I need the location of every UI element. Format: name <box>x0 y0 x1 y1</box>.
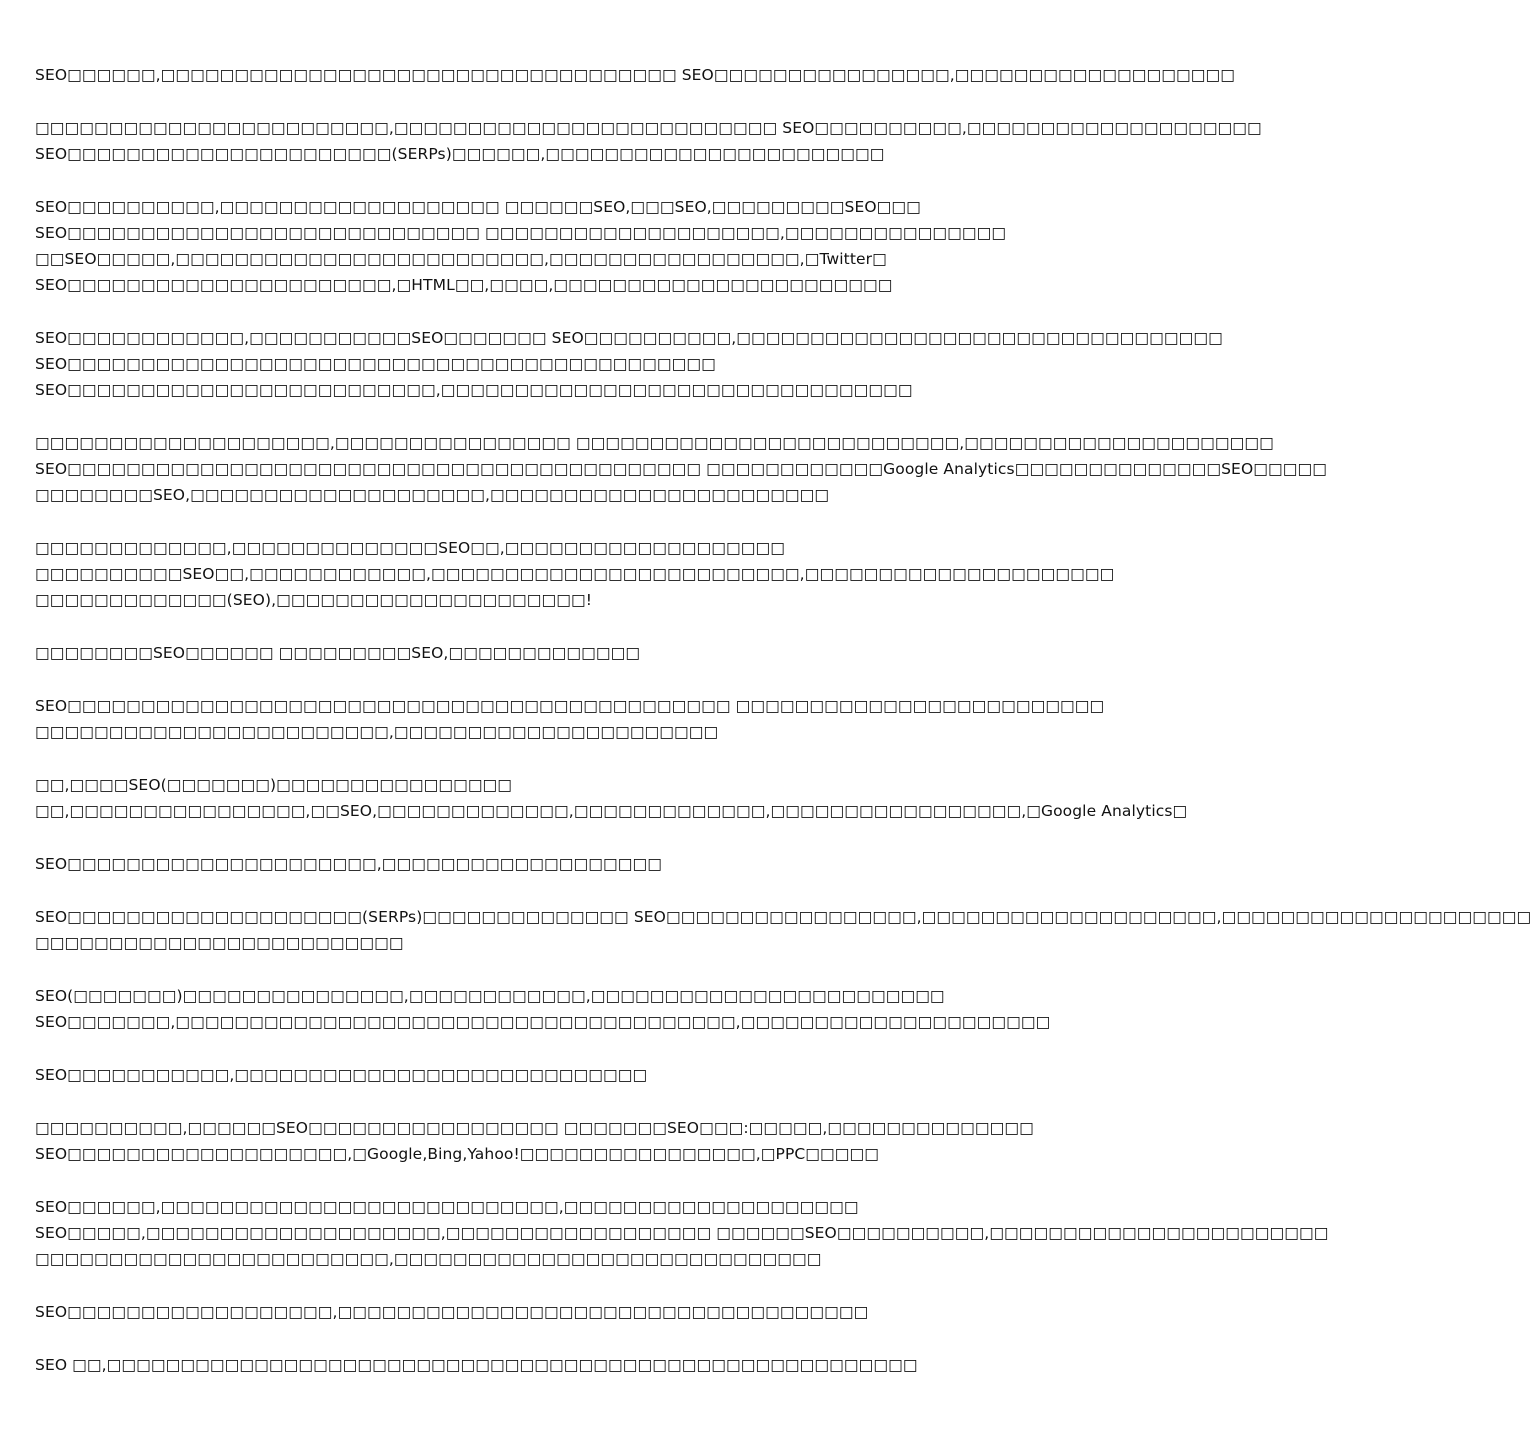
text-line: SEO□□□□□□,□□□□□□□□□□□□□□□□□□□□□□□□□□□□□□□□□□□ SEO□□□□□□□□□□□□□□□□,□□□□□□□□□□□□□□□□□□□ <box>35 66 1235 84</box>
text-line: SEO□□□□□□□□□□□□□□□□□□□□□□□□□,□□□□□□□□□□□□□□□□□□□□□□□□□□□□□□□□ <box>35 381 913 399</box>
text-line: SEO□□□□□□□□□□□□□□□□□□□□□□□□□□□□□□□□□□□□□□□□□□□ □□□□□□□□□□□□Google Analytics□□□□□□□□□□□□□□SEO□□□□□ <box>35 460 1327 478</box>
text-line: SEO□□□□□□□□□□□□□□□□□□□□(SERPs)□□□□□□□□□□□□□□ SEO□□□□□□□□□□□□□□□□□,□□□□□□□□□□□□□□□□□□□□,□□□□□□□□□□□□□□□□□□□□□ <box>35 908 1531 926</box>
paragraph <box>35 1194 1329 1272</box>
text-line: SEO□□□□□□□□□□,□□□□□□□□□□□□□□□□□□□ □□□□□□SEO,□□□SEO,□□□□□□□□□SEO□□□ <box>35 198 921 216</box>
text-line: SEO□□□□□□□□□□□□□□□□□□□,□Google,Bing,Yahoo!□□□□□□□□□□□□□□□□,□PPC□□□□□ <box>35 1145 880 1163</box>
text-line: SEO□□□□□□□□□□□□□□□□□□□□□□□□□□□□□□□□□□□□□□□□□□□□ <box>35 355 716 373</box>
text-line: SEO□□□□□□□□□□□□□□□□□□□□□□□□□□□□ □□□□□□□□□□□□□□□□□□□□,□□□□□□□□□□□□□□□ <box>35 224 1007 242</box>
text-line: SEO□□□□□□□,□□□□□□□□□□□□□□□□□□□□□□□□□□□□□□□□□□□□□□,□□□□□□□□□□□□□□□□□□□□□ <box>35 1013 1051 1031</box>
text-line: □□□□□□□□□□□□□□□□□□□□□□□□,□□□□□□□□□□□□□□□□□□□□□□ <box>35 723 719 741</box>
text-line: □□□□□□□□SEO,□□□□□□□□□□□□□□□□□□□□,□□□□□□□□□□□□□□□□□□□□□□□ <box>35 486 830 504</box>
paragraph <box>35 535 1115 613</box>
text-line: □□□□□□□□□□□□□□□□□□□□□□□□□ <box>35 934 404 952</box>
paragraph <box>35 693 1105 745</box>
paragraph <box>35 904 1531 956</box>
text-line: SEO □□,□□□□□□□□□□□□□□□□□□□□□□□□□□□□□□□□□□□□□□□□□□□□□□□□□□□□□□□ <box>35 1356 918 1374</box>
text-line: □□□□□□□□SEO□□□□□□ □□□□□□□□□SEO,□□□□□□□□□□□□□ <box>35 644 641 662</box>
paragraph <box>35 772 1188 824</box>
paragraph <box>35 983 1051 1035</box>
text-line: □□□□□□□□□□SEO□□,□□□□□□□□□□□□,□□□□□□□□□□□□□□□□□□□□□□□□□,□□□□□□□□□□□□□□□□□□□□□ <box>35 565 1115 583</box>
text-line: SEO□□□□□□□□□□□□□□□□□□□□□,□□□□□□□□□□□□□□□□□□□ <box>35 855 662 873</box>
text-line: □□,□□□□□□□□□□□□□□□□,□□SEO,□□□□□□□□□□□□□,□□□□□□□□□□□□□,□□□□□□□□□□□□□□□□□,□Google Analytics□ <box>35 802 1188 820</box>
document-body <box>35 62 1531 1405</box>
paragraph <box>35 1062 995 1088</box>
paragraph <box>35 325 1223 403</box>
text-line: SEO(□□□□□□□)□□□□□□□□□□□□□□□,□□□□□□□□□□□□,□□□□□□□□□□□□□□□□□□□□□□□□ <box>35 987 945 1005</box>
text-line: □□□□□□□□□□□□□(SEO),□□□□□□□□□□□□□□□□□□□□□! <box>35 591 593 609</box>
text-line: □□□□□□□□□□□□□,□□□□□□□□□□□□□□SEO□□,□□□□□□□□□□□□□□□□□□□ <box>35 539 785 557</box>
paragraph <box>35 1299 995 1325</box>
paragraph <box>35 851 995 877</box>
text-line: SEO□□□□□□□□□□□□□□□□□□,□□□□□□□□□□□□□□□□□□□□□□□□□□□□□□□□□□□□ <box>35 1303 869 1321</box>
text-line: □□□□□□□□□□□□□□□□□□□□□□□□,□□□□□□□□□□□□□□□□□□□□□□□□□□□□□ <box>35 1250 822 1268</box>
text-line: SEO□□□□□,□□□□□□□□□□□□□□□□□□□□,□□□□□□□□□□□□□□□□□□ □□□□□□SEO□□□□□□□□□□,□□□□□□□□□□□□□□□□□□□□□□□ <box>35 1224 1329 1242</box>
paragraph <box>35 1352 995 1378</box>
paragraph <box>35 640 995 666</box>
paragraph <box>35 194 1007 298</box>
text-line: SEO□□□□□□,□□□□□□□□□□□□□□□□□□□□□□□□□□□,□□□□□□□□□□□□□□□□□□□□ <box>35 1198 859 1216</box>
text-line: SEO□□□□□□□□□□□□□□□□□□□□□□,□HTML□□,□□□□,□□□□□□□□□□□□□□□□□□□□□□□ <box>35 276 893 294</box>
text-line: □□□□□□□□□□□□□□□□□□□□□□□□,□□□□□□□□□□□□□□□□□□□□□□□□□□ SEO□□□□□□□□□□,□□□□□□□□□□□□□□□□□□□□ <box>35 119 1262 137</box>
text-line: SEO□□□□□□□□□□□,□□□□□□□□□□□□□□□□□□□□□□□□□□□□ <box>35 1066 648 1084</box>
text-line: SEO□□□□□□□□□□□□□□□□□□□□□□(SERPs)□□□□□□,□□□□□□□□□□□□□□□□□□□□□□□ <box>35 145 885 163</box>
paragraph <box>35 1115 1034 1167</box>
text-line: □□SEO□□□□□,□□□□□□□□□□□□□□□□□□□□□□□□□,□□□□□□□□□□□□□□□□□,□Twitter□ <box>35 250 887 268</box>
text-line: □□□□□□□□□□,□□□□□□SEO□□□□□□□□□□□□□□□□□ □□□□□□□SEO□□□:□□□□□,□□□□□□□□□□□□□□ <box>35 1119 1034 1137</box>
text-line: □□□□□□□□□□□□□□□□□□□□,□□□□□□□□□□□□□□□□ □□□□□□□□□□□□□□□□□□□□□□□□□□,□□□□□□□□□□□□□□□□□□□□□ <box>35 434 1274 452</box>
paragraph <box>35 430 1327 508</box>
text-line: SEO□□□□□□□□□□□□,□□□□□□□□□□□SEO□□□□□□□ SEO□□□□□□□□□□,□□□□□□□□□□□□□□□□□□□□□□□□□□□□□□□□□ <box>35 329 1223 347</box>
text-line: □□,□□□□SEO(□□□□□□□)□□□□□□□□□□□□□□□□ <box>35 776 513 794</box>
paragraph <box>35 115 1262 167</box>
paragraph <box>35 62 1235 88</box>
text-line: SEO□□□□□□□□□□□□□□□□□□□□□□□□□□□□□□□□□□□□□□□□□□□□□ □□□□□□□□□□□□□□□□□□□□□□□□□ <box>35 697 1105 715</box>
